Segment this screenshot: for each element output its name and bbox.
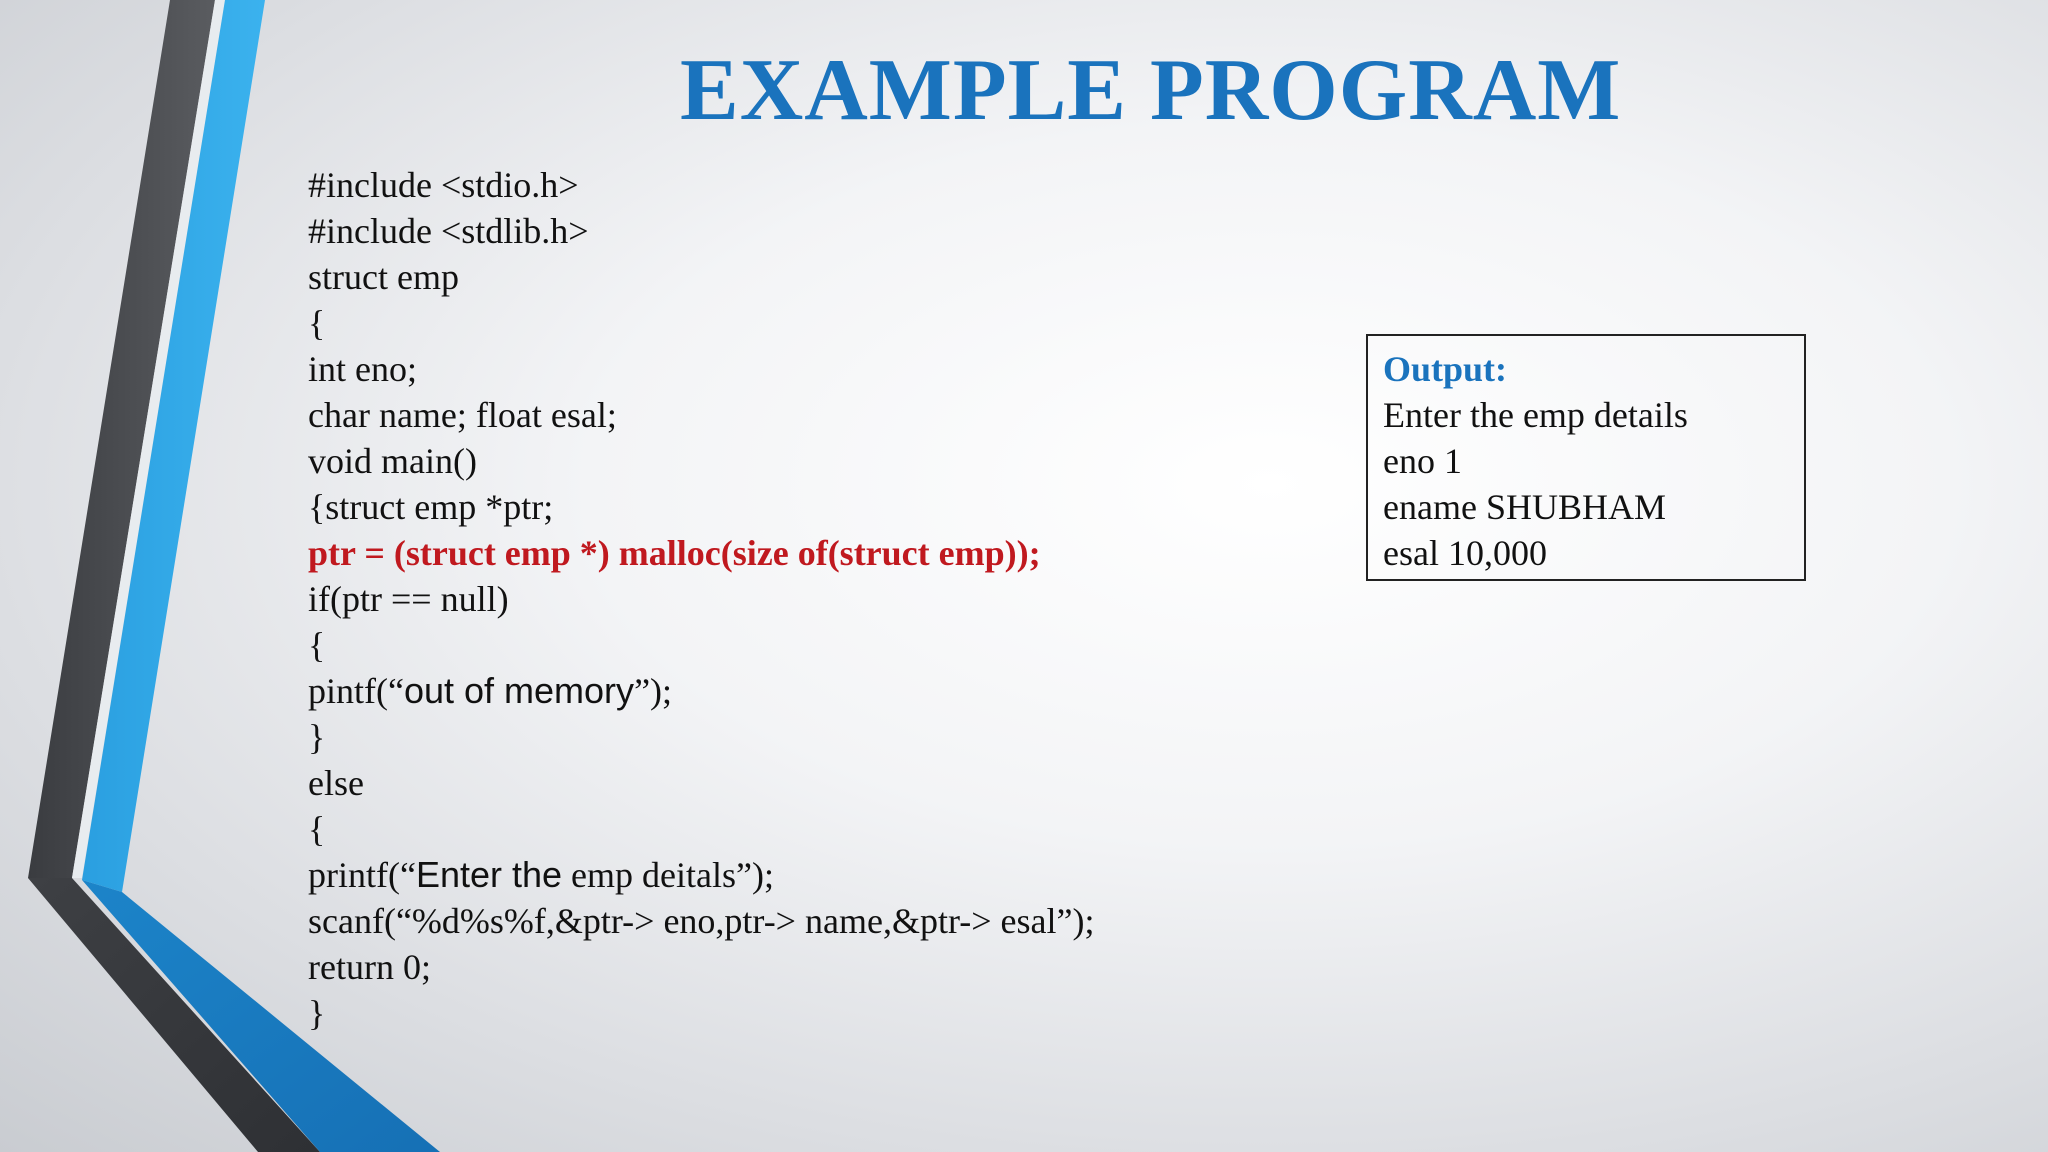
code-line: if(ptr == null) [308,579,509,619]
code-fragment: pintf(“ [308,671,404,711]
code-line: } [308,993,326,1033]
code-line: #include <stdio.h> [308,165,579,205]
code-line-highlighted: ptr = (struct emp *) malloc(size of(struct emp)); [308,533,1041,573]
code-fragment: out of memory [403,670,635,711]
code-line: else [308,763,364,803]
code-line: { [308,303,326,343]
code-line: int eno; [308,349,417,389]
code-line: #include <stdlib.h> [308,211,589,251]
code-listing [308,162,1094,1036]
output-line: ename SHUBHAM [1383,487,1666,527]
code-line: return 0; [308,947,431,987]
output-line: esal 10,000 [1383,533,1547,573]
code-line: {struct emp *ptr; [308,487,554,527]
output-line: Enter the emp details [1383,395,1688,435]
code-fragment: Enter the [415,854,563,895]
code-fragment: ”); [634,671,673,711]
code-fragment: printf(“ [308,855,416,895]
slide-title: EXAMPLE PROGRAM [680,42,1622,139]
code-line [308,852,1094,898]
output-title: Output: [1383,349,1508,389]
code-line: void main() [308,441,477,481]
output-line: eno 1 [1383,441,1462,481]
stripe-dark-lower [28,878,320,1152]
code-line: { [308,625,326,665]
code-line [308,668,1094,714]
code-line: struct emp [308,257,459,297]
code-line: } [308,717,326,757]
code-line: char name; float esal; [308,395,617,435]
code-line: { [308,809,326,849]
code-fragment: emp deitals”); [562,855,774,895]
output-box [1366,334,1806,581]
code-line: scanf(“%d%s%f,&ptr-> eno,ptr-> name,&ptr-> esal”); [308,901,1095,941]
stripe-white-gap [72,0,225,878]
